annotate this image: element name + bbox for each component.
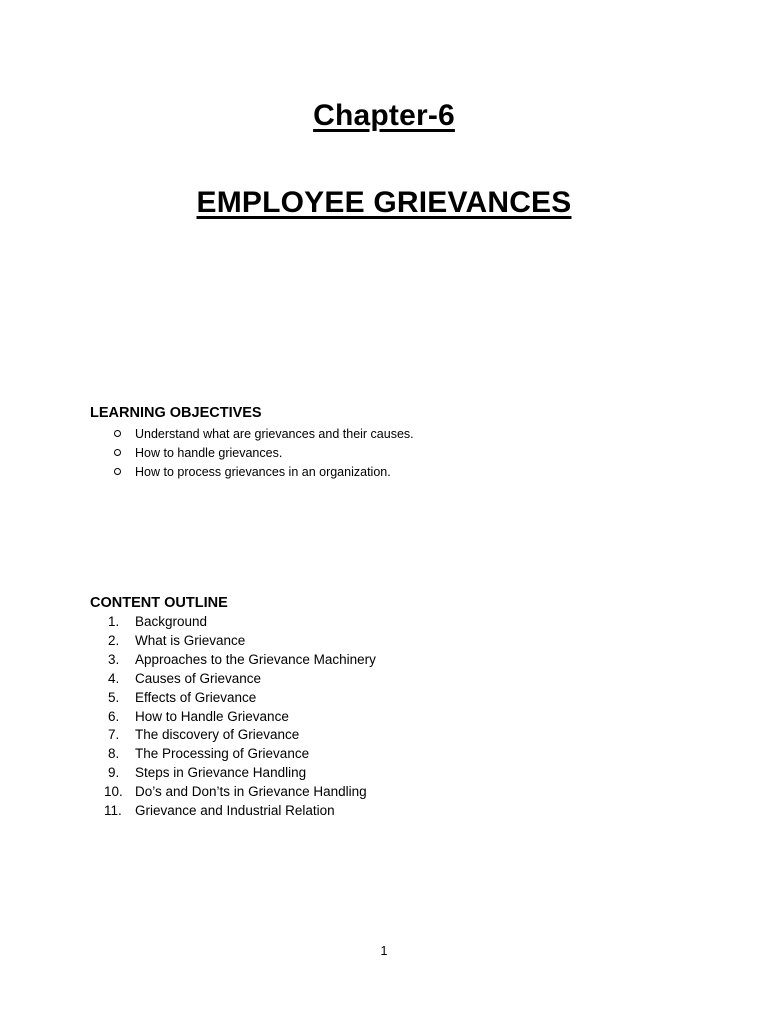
outline-item-number: 2. — [108, 632, 120, 648]
outline-item-number: 6. — [108, 708, 120, 724]
outline-item-number: 7. — [108, 727, 120, 743]
outline-item-number: 10. — [104, 784, 123, 800]
outline-item-text: Effects of Grievance — [135, 689, 257, 705]
circle-bullet-icon — [114, 468, 121, 475]
outline-item-number: 1. — [108, 614, 120, 629]
outline-item-text: How to Handle Grievance — [135, 708, 289, 724]
outline-item — [108, 745, 376, 764]
outline-item-text: Background — [135, 614, 208, 629]
content-outline-heading: CONTENT OUTLINE — [90, 595, 228, 611]
outline-item — [108, 632, 376, 651]
outline-item-text: Do’s and Don’ts in Grievance Handling — [135, 784, 367, 800]
outline-item-number: 4. — [108, 670, 120, 686]
outline-item-text: Steps in Grievance Handling — [135, 765, 307, 781]
outline-item — [108, 670, 376, 689]
outline-item-number: 5. — [108, 689, 120, 705]
objective-item — [112, 444, 414, 463]
outline-item-number: 8. — [108, 746, 120, 762]
content-outline-list — [104, 613, 376, 821]
outline-item-number: 11. — [104, 803, 122, 819]
chapter-label: Chapter-6 — [313, 99, 455, 132]
outline-item-number: 9. — [108, 765, 120, 781]
outline-item-text: Approaches to the Grievance Machinery — [135, 651, 376, 667]
outline-item-number: 3. — [108, 651, 120, 667]
outline-item — [108, 726, 376, 745]
page-title: EMPLOYEE GRIEVANCES — [196, 186, 572, 219]
outline-item-text: Causes of Grievance — [135, 670, 262, 686]
objective-item — [112, 425, 414, 444]
outline-item — [104, 783, 376, 802]
outline-item — [108, 708, 376, 727]
outline-item — [108, 651, 376, 670]
objective-text: Understand what are grievances and their causes. — [135, 427, 414, 441]
outline-item — [104, 802, 376, 821]
outline-item-text: What is Grievance — [135, 632, 246, 648]
outline-item-text: Grievance and Industrial Relation — [135, 803, 335, 819]
objective-item — [112, 463, 414, 482]
objective-text: How to process grievances in an organization. — [135, 465, 391, 479]
circle-bullet-icon — [114, 449, 121, 456]
learning-objectives-heading: LEARNING OBJECTIVES — [90, 405, 262, 421]
outline-item — [108, 764, 376, 783]
page-number: 1 — [380, 944, 388, 958]
circle-bullet-icon — [114, 430, 121, 437]
outline-item-text: The discovery of Grievance — [135, 727, 300, 743]
outline-item — [108, 689, 376, 708]
outline-item-text: The Processing of Grievance — [135, 746, 310, 762]
objective-text: How to handle grievances. — [135, 446, 283, 460]
outline-item — [108, 613, 376, 632]
learning-objectives-list — [112, 425, 414, 482]
